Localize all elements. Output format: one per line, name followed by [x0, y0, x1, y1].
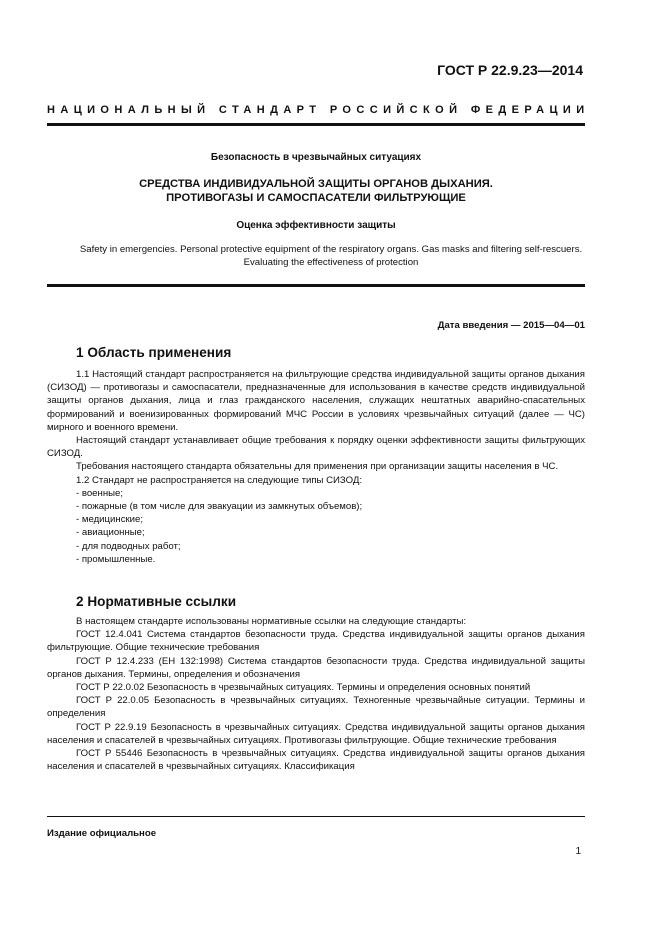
title-rule: [47, 284, 585, 287]
reference-item: ГОСТ Р 22.0.02 Безопасность в чрезвычайных ситуациях. Термины и определения основных понятий: [76, 682, 531, 694]
document-title: [47, 177, 585, 205]
list-item: - промышленные.: [76, 553, 156, 565]
page-number: 1: [575, 846, 581, 857]
reference-item: ГОСТ Р 55446 Безопасность в чрезвычайных ситуациях. Средства индивидуальной защиты органов дыхания населения и спасателей в чрезвычайных ситуациях. Классификация: [47, 748, 585, 773]
list-item: - для подводных работ;: [76, 540, 181, 552]
section-1-body: [47, 368, 585, 566]
reference-item: ГОСТ 12.4.041 Система стандартов безопасности труда. Средства индивидуальной защиты органов дыхания фильтрующие. Общие технические требования: [47, 629, 585, 654]
document-subtitle: Оценка эффективности защиты: [236, 220, 396, 231]
section-2-body: [47, 615, 585, 773]
english-title-line-1: Safety in emergencies. Personal protective equipment of the respiratory organs. Gas masks and filtering self-rescuers.: [79, 244, 583, 255]
national-standard-title: НАЦИОНАЛЬНЫЙ СТАНДАРТ РОССИЙСКОЙ ФЕДЕРАЦИИ: [47, 104, 590, 116]
reference-item: ГОСТ Р 22.0.05 Безопасность в чрезвычайных ситуациях. Техногенные чрезвычайные ситуации. Термины и определения: [47, 695, 585, 720]
section-1-title: 1 Область применения: [76, 345, 232, 360]
paragraph: 1.2 Стандарт не распространяется на следующие типы СИЗОД:: [76, 474, 363, 486]
paragraph: В настоящем стандарте использованы нормативные ссылки на следующие стандарты:: [76, 616, 467, 627]
paragraph: Требования настоящего стандарта обязательны для применения при организации защиты населения в ЧС.: [76, 461, 559, 473]
list-item: - военные;: [76, 487, 124, 499]
paragraph: Настоящий стандарт устанавливает общие требования к порядку оценки эффективности защиты фильтрующих СИЗОД.: [47, 435, 585, 460]
reference-item: ГОСТ Р 22.9.19 Безопасность в чрезвычайных ситуациях. Средства индивидуальной защиты органов дыхания населения и спасателей в чрезвычайных ситуациях. Противогазы фильтрующие. Общие технические требования: [47, 721, 585, 746]
list-item: - медицинские;: [76, 514, 144, 526]
english-title: [20, 243, 642, 269]
header-rule: [47, 123, 585, 126]
section-2-title: 2 Нормативные ссылки: [76, 594, 237, 609]
list-item: - пожарные (в том числе для эвакуации из замкнутых объемов);: [76, 501, 363, 513]
document-subject: Безопасность в чрезвычайных ситуациях: [210, 152, 422, 163]
introduction-date: Дата введения — 2015—04—01: [437, 320, 585, 331]
title-line-1: СРЕДСТВА ИНДИВИДУАЛЬНОЙ ЗАЩИТЫ ОРГАНОВ ДЫХАНИЯ.: [139, 178, 493, 190]
english-title-line-2: Evaluating the effectiveness of protection: [243, 257, 419, 268]
title-line-2: ПРОТИВОГАЗЫ И САМОСПАСАТЕЛИ ФИЛЬТРУЮЩИЕ: [166, 192, 466, 204]
paragraph: 1.1 Настоящий стандарт распространяется на фильтрующие средства индивидуальной защиты органов дыхания (СИЗОД) — противогазы и самоспасатели, предназначенные для использования в качестве средств индивидуальной защиты органов дыхания, лица и глаз гражданского населения, служащих нештатных аварийно-спасательных формирований и военизированных формирований МЧС России в условиях чрезвычайных ситуаций (далее — ЧС) мирного и военного времени.: [47, 369, 585, 433]
reference-item: ГОСТ Р 12.4.233 (ЕН 132:1998) Система стандартов безопасности труда. Средства индивидуальной защиты органов дыхания. Термины, определения и обозначения: [47, 655, 585, 680]
list-item: - авиационные;: [76, 527, 145, 539]
footer-rule: [47, 816, 585, 817]
official-edition-label: Издание официальное: [47, 828, 157, 839]
standard-number: ГОСТ Р 22.9.23—2014: [437, 62, 583, 78]
